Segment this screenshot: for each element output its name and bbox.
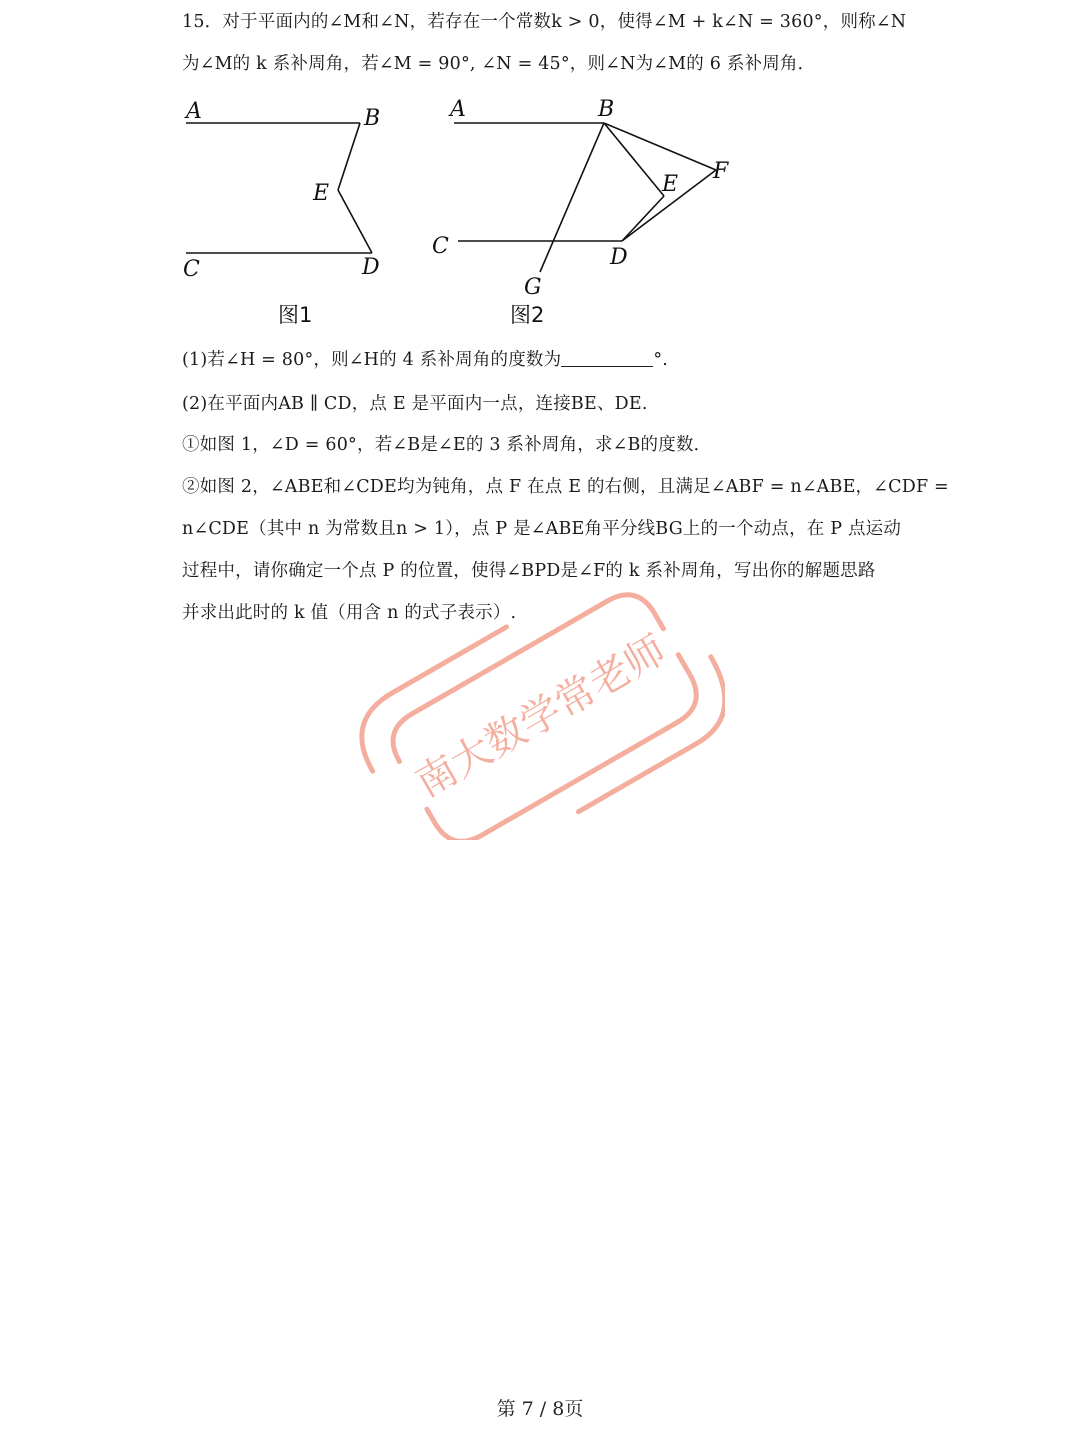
figure-2 xyxy=(454,123,716,272)
question-2-part-2-line-3: 过程中，请你确定一个点 P 的位置，使得∠BPD是∠F的 k 系补周角，写出你的解题思路 xyxy=(182,561,876,581)
stamp-frame-bottom xyxy=(423,655,707,840)
question-1-unit: °. xyxy=(653,350,669,370)
geometry-figures xyxy=(180,92,740,328)
fig2-line-ed xyxy=(622,196,664,241)
stamp-outer-top xyxy=(355,627,535,771)
fig1-line-ed xyxy=(338,190,372,253)
fig2-label-g: G xyxy=(524,275,542,300)
question-2-part-1: ①如图 1，∠D = 60°，若∠B是∠E的 3 系补周角，求∠B的度数． xyxy=(182,435,712,455)
answer-blank xyxy=(561,348,653,367)
fig2-line-bg xyxy=(540,123,604,272)
problem-line-2: 为∠M的 k 系补周角，若∠M = 90°, ∠N = 45°，则∠N为∠M的 6 系补周角． xyxy=(182,54,816,74)
question-2: (2)在平面内AB ∥ CD，点 E 是平面内一点，连接BE、DE. xyxy=(182,394,648,414)
fig1-label-b: B xyxy=(364,106,381,131)
fig2-line-bf xyxy=(604,123,716,170)
fig1-line-be xyxy=(338,123,360,190)
figure-1 xyxy=(186,123,372,253)
question-2-part-2-line-4: 并求出此时的 k 值（用含 n 的式子表示）. xyxy=(182,603,517,623)
question-2-part-2-line-1: ②如图 2，∠ABE和∠CDE均为钝角，点 F 在点 E 的右侧，且满足∠ABF = n∠ABE，∠CDF = xyxy=(182,477,949,497)
fig1-caption: 图1 xyxy=(278,303,313,327)
fig2-label-b: B xyxy=(598,97,615,122)
fig1-label-a: A xyxy=(186,99,202,124)
fig2-label-c: C xyxy=(432,234,449,259)
fig2-line-be xyxy=(604,123,664,196)
question-2-part-2-line-2: n∠CDE（其中 n 为常数且n > 1），点 P 是∠ABE角平分线BG上的一个动点，在 P 点运动 xyxy=(182,519,902,539)
fig2-label-d: D xyxy=(610,245,628,270)
watermark-text: 南大数学常老师 xyxy=(408,626,674,807)
fig2-caption: 图2 xyxy=(510,303,545,327)
page-number: 第 7 / 8页 xyxy=(496,1398,584,1420)
problem-line-1: 15．对于平面内的∠M和∠N，若存在一个常数k > 0，使得∠M + k∠N = 360°，则称∠N xyxy=(182,12,907,32)
fig1-label-d: D xyxy=(362,255,380,280)
fig1-label-c: C xyxy=(183,257,200,282)
question-1 xyxy=(182,348,902,372)
fig2-label-e: E xyxy=(662,172,679,197)
question-1-text: (1)若∠H = 80°，则∠H的 4 系补周角的度数为 xyxy=(182,350,562,370)
stamp-outer-bottom xyxy=(545,657,725,812)
watermark-stamp xyxy=(355,590,725,840)
fig2-label-f: F xyxy=(713,159,729,184)
fig2-label-a: A xyxy=(450,97,466,122)
figures xyxy=(180,92,740,328)
fig1-label-e: E xyxy=(313,181,330,206)
